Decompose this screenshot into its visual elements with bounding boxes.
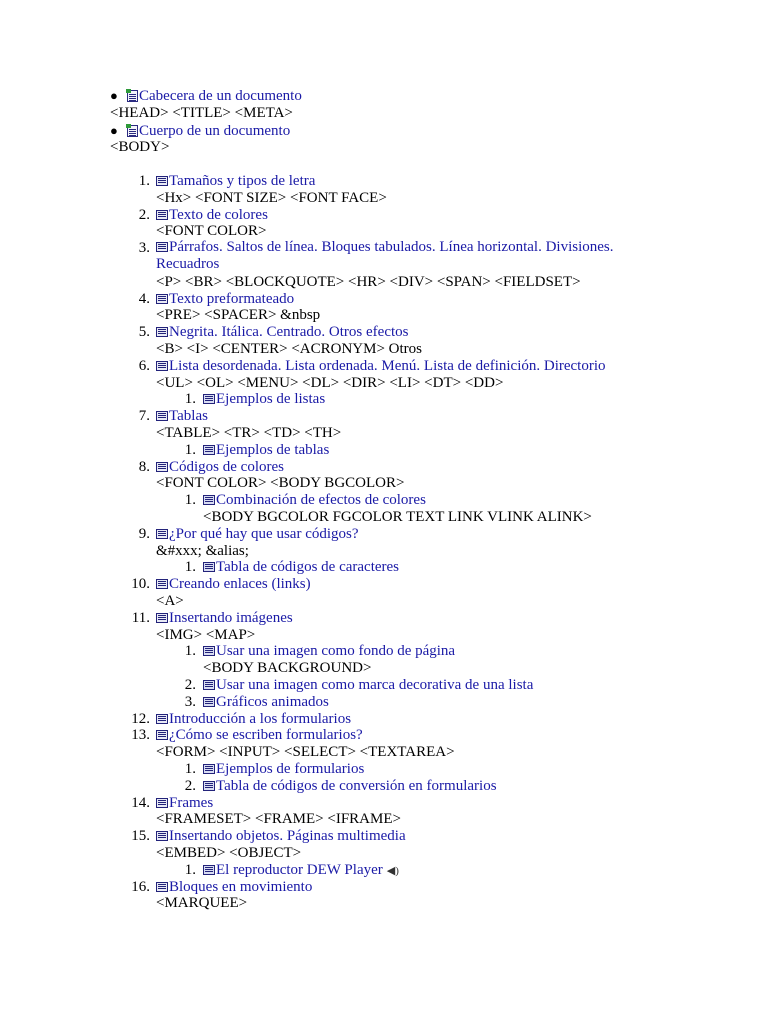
- list-link-wrap: [203, 441, 329, 459]
- list-row: [0, 810, 768, 828]
- list-row: [0, 491, 768, 509]
- list-link[interactable]: Tamaños y tipos de letra: [169, 173, 316, 189]
- list-row: [0, 407, 768, 425]
- list-link[interactable]: Usar una imagen como marca decorativa de una lista: [216, 677, 534, 693]
- list-row: [0, 710, 768, 728]
- document-icon: [127, 90, 138, 102]
- list-row: [0, 558, 768, 576]
- list-number: 4.: [138, 290, 150, 307]
- list-icon: [156, 730, 168, 740]
- list-icon: [156, 462, 168, 472]
- tag-text: <P> <BR> <BLOCKQUOTE> <HR> <DIV> <SPAN> <FIELDSET>: [156, 273, 581, 290]
- list-link-wrap: [156, 726, 363, 744]
- tag-text: <FONT COLOR> <BODY BGCOLOR>: [156, 475, 405, 492]
- list-number: 2.: [184, 677, 196, 693]
- list-row: [0, 642, 768, 660]
- list-row: [0, 424, 768, 442]
- list-number: 3.: [138, 240, 150, 257]
- list-link-wrap: [156, 827, 406, 845]
- list-link[interactable]: Combinación de efectos de colores: [216, 492, 426, 509]
- list-icon: [156, 613, 168, 623]
- list-row: [0, 222, 768, 240]
- list-link[interactable]: Frames: [169, 794, 214, 811]
- tag-text: <PRE> <SPACER> &nbsp: [156, 307, 321, 324]
- list-link-wrap: [156, 290, 294, 308]
- list-number: 1.: [184, 559, 196, 576]
- list-link[interactable]: Ejemplos de listas: [216, 391, 326, 408]
- list-row: [0, 878, 768, 896]
- tag-text: <EMBED> <OBJECT>: [156, 845, 302, 861]
- list-row: [0, 626, 768, 644]
- tag-text: <FONT COLOR>: [156, 223, 267, 240]
- list-row: [0, 592, 768, 610]
- list-row: [0, 239, 768, 272]
- list-link[interactable]: Lista desordenada. Lista ordenada. Menú. Lista de definición. Directorio: [169, 357, 606, 374]
- list-row: [0, 306, 768, 324]
- speaker-icon: ◀): [386, 864, 399, 877]
- list-link[interactable]: Tablas: [169, 408, 208, 425]
- list-link[interactable]: Texto de colores: [169, 206, 268, 223]
- tag-text: <BODY BGCOLOR FGCOLOR TEXT LINK VLINK ALINK>: [203, 509, 592, 525]
- list-icon: [156, 714, 168, 724]
- list-icon: [156, 176, 168, 186]
- list-link[interactable]: Bloques en movimiento: [169, 878, 313, 895]
- list-link-wrap: [203, 777, 497, 795]
- list-link[interactable]: Ejemplos de formularios: [216, 761, 365, 777]
- list-icon: [156, 882, 168, 892]
- list-row: [0, 458, 768, 476]
- list-link[interactable]: ¿Cómo se escriben formularios?: [169, 727, 363, 744]
- tag-text: &#xxx; &alias;: [156, 542, 249, 559]
- list-link-wrap: [156, 794, 213, 812]
- list-link-wrap: [203, 760, 364, 778]
- list-row: [0, 861, 768, 879]
- tag-text: <MARQUEE>: [156, 895, 248, 912]
- list-row: [0, 172, 768, 190]
- list-row: [0, 659, 768, 677]
- list-link[interactable]: El reproductor DEW Player: [216, 861, 383, 878]
- list-icon: [156, 294, 168, 304]
- bullet: ●: [110, 123, 118, 138]
- list-link-wrap: [156, 609, 293, 627]
- list-link-wrap: [203, 390, 325, 408]
- list-number: 1.: [184, 861, 196, 878]
- list-row: [0, 474, 768, 492]
- list-row: [0, 441, 768, 459]
- document-icon: [127, 125, 138, 137]
- list-number: 5.: [138, 324, 150, 341]
- list-link[interactable]: Insertando imágenes: [169, 609, 293, 626]
- sublist-icon: [203, 646, 215, 656]
- tag-text: <A>: [156, 593, 184, 609]
- list-row: [0, 189, 768, 207]
- list-number: 8.: [138, 458, 150, 475]
- list-number: 2.: [138, 206, 150, 223]
- tag-text: <BODY>: [110, 139, 170, 155]
- list-link-wrap: [156, 525, 359, 543]
- list-number: 6.: [138, 357, 150, 374]
- list-row: [0, 508, 768, 526]
- list-link[interactable]: Gráficos animados: [216, 693, 329, 710]
- list-icon: [156, 242, 168, 252]
- list-link-wrap: [203, 491, 426, 509]
- list-link[interactable]: Párrafos. Saltos de línea. Bloques tabulados. Línea horizontal. Divisiones. Recuadros: [156, 239, 614, 272]
- list-number: 1.: [184, 492, 196, 509]
- list-row: [0, 676, 768, 694]
- list-icon: [156, 210, 168, 220]
- sublist-icon: [203, 495, 215, 505]
- list-row: [0, 290, 768, 308]
- list-row: [0, 794, 768, 812]
- list-number: 10.: [131, 576, 150, 593]
- sublist-icon: [203, 680, 215, 690]
- list-link[interactable]: Códigos de colores: [169, 458, 284, 475]
- tag-text: <HEAD> <TITLE> <META>: [110, 105, 293, 121]
- list-link-wrap: [156, 575, 311, 593]
- list-item: [0, 87, 768, 105]
- list-row: [0, 760, 768, 778]
- tag-text: <UL> <OL> <MENU> <DL> <DIR> <LI> <DT> <DD>: [156, 374, 504, 391]
- list-link-wrap: [203, 693, 329, 711]
- list-row: [0, 575, 768, 593]
- sublist-icon: [203, 394, 215, 404]
- list-number: 7.: [138, 408, 150, 425]
- list-row: [0, 340, 768, 358]
- list-link[interactable]: Introducción a los formularios: [169, 710, 352, 727]
- list-link-wrap: [203, 676, 533, 694]
- list-icon: [156, 361, 168, 371]
- tag-text: <TABLE> <TR> <TD> <TH>: [156, 425, 342, 441]
- list-row: [0, 273, 768, 291]
- list-icon: [156, 411, 168, 421]
- list-row: [0, 726, 768, 744]
- list-link-wrap: [203, 642, 455, 660]
- list-row: [0, 844, 768, 862]
- list-link-wrap: [156, 710, 351, 728]
- list-number: 1.: [184, 391, 196, 408]
- list-number: 2.: [184, 777, 196, 794]
- list-link-wrap: [156, 458, 284, 476]
- list-number: 14.: [131, 794, 150, 811]
- list-row: [0, 693, 768, 711]
- list-icon: [156, 798, 168, 808]
- list-number: 12.: [131, 710, 150, 727]
- sublist-icon: [203, 781, 215, 791]
- sublist-icon: [203, 865, 215, 875]
- body-link[interactable]: Cuerpo de un documento: [139, 123, 291, 139]
- list-link[interactable]: Usar una imagen como fondo de página: [216, 643, 456, 660]
- list-link[interactable]: Texto preformateado: [169, 290, 295, 307]
- list-row: [0, 894, 768, 912]
- list-link[interactable]: ¿Por qué hay que usar códigos?: [169, 525, 359, 542]
- list-number: 1.: [184, 441, 196, 458]
- tag-text: <B> <I> <CENTER> <ACRONYM> Otros: [156, 341, 423, 357]
- head-link[interactable]: Cabecera de un documento: [139, 88, 302, 104]
- list-row: [0, 390, 768, 408]
- list-icon: [156, 831, 168, 841]
- list-link[interactable]: Insertando objetos. Páginas multimedia: [169, 828, 406, 845]
- list-number: 13.: [131, 727, 150, 744]
- list-icon: [156, 327, 168, 337]
- list-number: 9.: [138, 525, 150, 542]
- tag-text: <FRAMESET> <FRAME> <IFRAME>: [156, 811, 401, 828]
- sublist-icon: [203, 562, 215, 572]
- list-number: 1.: [138, 173, 150, 189]
- list-link-wrap: [203, 558, 399, 576]
- list-row: [0, 542, 768, 560]
- list-link-wrap: [156, 239, 636, 273]
- tag-text: <FORM> <INPUT> <SELECT> <TEXTAREA>: [156, 744, 455, 761]
- list-number: 1.: [184, 643, 196, 660]
- list-link-wrap: [156, 206, 268, 224]
- list-row: [0, 743, 768, 761]
- list-link-wrap: [156, 407, 208, 425]
- list-number: 16.: [131, 878, 150, 895]
- list-row: [0, 609, 768, 627]
- list-icon: [156, 529, 168, 539]
- list-link-wrap: [156, 878, 312, 896]
- list-row: [0, 323, 768, 341]
- list-link[interactable]: Ejemplos de tablas: [216, 441, 330, 458]
- list-row: [0, 777, 768, 795]
- list-row: [0, 206, 768, 224]
- list-link-wrap: [156, 172, 315, 190]
- list-link-wrap: [156, 357, 606, 375]
- list-number: 3.: [184, 693, 196, 710]
- list-icon: [156, 579, 168, 589]
- sublist-icon: [203, 445, 215, 455]
- tag-text: <IMG> <MAP>: [156, 626, 256, 643]
- sublist-icon: [203, 764, 215, 774]
- list-link-wrap: [156, 323, 409, 341]
- list-link[interactable]: Tabla de códigos de caracteres: [216, 559, 400, 576]
- sublist-icon: [203, 697, 215, 707]
- tag-text: <BODY BACKGROUND>: [203, 660, 372, 677]
- list-number: 11.: [131, 609, 150, 626]
- bullet: ●: [110, 88, 118, 103]
- tag-text: <Hx> <FONT SIZE> <FONT FACE>: [156, 189, 387, 206]
- list-link[interactable]: Negrita. Itálica. Centrado. Otros efectos: [169, 324, 409, 341]
- list-number: 15.: [131, 828, 150, 845]
- list-link[interactable]: Creando enlaces (links): [169, 576, 311, 593]
- list-number: 1.: [184, 761, 196, 777]
- list-row: [0, 827, 768, 845]
- list-row: [0, 374, 768, 392]
- list-link[interactable]: Tabla de códigos de conversión en formularios: [216, 777, 497, 794]
- list-row: [0, 525, 768, 543]
- list-row: [0, 357, 768, 375]
